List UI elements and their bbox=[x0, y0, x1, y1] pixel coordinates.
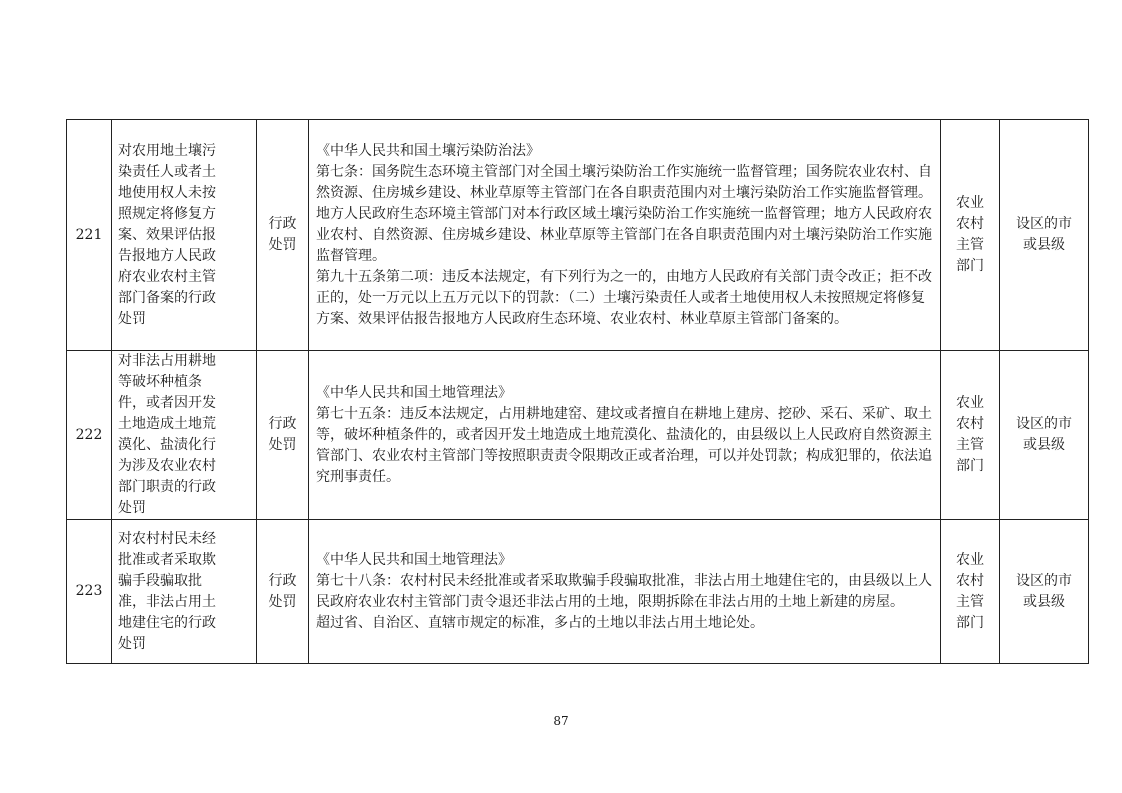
basis-paragraph: 《中华人民共和国土地管理法》 bbox=[316, 384, 512, 401]
exercise-level: 设区的市 或县级 bbox=[1000, 520, 1089, 664]
basis-paragraph: 地方人民政府生态环境主管部门对本行政区域土壤污染防治工作实施统一监督管理；地方人民政府农业农村、自然资源、住房城乡建设、林业草原等主管部门在各自职责范围内对土壤污染防治工作实施监督管理。 bbox=[316, 205, 932, 264]
exercise-level: 设区的市 或县级 bbox=[1000, 351, 1089, 520]
legal-basis bbox=[309, 520, 941, 664]
basis-paragraph: 《中华人民共和国土地管理法》 bbox=[316, 551, 512, 568]
exercise-level: 设区的市 或县级 bbox=[1000, 120, 1089, 351]
basis-paragraph: 《中华人民共和国土壤污染防治法》 bbox=[316, 142, 540, 159]
page-number: 87 bbox=[553, 714, 569, 728]
item-category: 行政 处罚 bbox=[257, 520, 309, 664]
row-number: 222 bbox=[67, 351, 112, 520]
item-category: 行政 处罚 bbox=[257, 351, 309, 520]
table-row bbox=[67, 520, 1089, 664]
basis-paragraph: 第九十五条第二项：违反本法规定，有下列行为之一的，由地方人民政府有关部门责令改正；拒不改正的，处一万元以上五万元以下的罚款：（二）土壤污染责任人或者土地使用权人未按照规定将修复方案、效果评估报告报地方人民政府生态环境、农业农村、林业草原主管部门备案的。 bbox=[316, 268, 932, 327]
implementing-department: 农业 农村 主管 部门 bbox=[941, 120, 1000, 351]
basis-paragraph: 超过省、自治区、直辖市规定的标准，多占的土地以非法占用土地论处。 bbox=[316, 614, 764, 631]
basis-paragraph: 第七十八条：农村村民未经批准或者采取欺骗手段骗取批准，非法占用土地建住宅的，由县级以上人民政府农业农村主管部门责令退还非法占用的土地，限期拆除在非法占用的土地上新建的房屋。 bbox=[316, 572, 932, 610]
row-number: 221 bbox=[67, 120, 112, 351]
item-name: 对农村村民未经 批准或者采取欺 骗手段骗取批 准，非法占用土 地建住宅的行政 处罚 bbox=[112, 520, 257, 664]
basis-paragraph: 第七条：国务院生态环境主管部门对全国土壤污染防治工作实施统一监督管理；国务院农业农村、自然资源、住房城乡建设、林业草原等主管部门在各自职责范围内对土壤污染防治工作实施监督管理。 bbox=[316, 163, 932, 201]
legal-basis bbox=[309, 351, 941, 520]
legal-basis bbox=[309, 120, 941, 351]
enforcement-table bbox=[66, 119, 1089, 664]
implementing-department: 农业 农村 主管 部门 bbox=[941, 351, 1000, 520]
item-category: 行政 处罚 bbox=[257, 120, 309, 351]
basis-paragraph: 第七十五条：违反本法规定，占用耕地建窑、建坟或者擅自在耕地上建房、挖砂、采石、采矿、取土等，破坏种植条件的，或者因开发土地造成土地荒漠化、盐渍化的，由县级以上人民政府自然资源主管部门、农业农村主管部门等按照职责责令限期改正或者治理，可以并处罚款；构成犯罪的，依法追究刑事责任。 bbox=[316, 405, 932, 485]
table-row bbox=[67, 351, 1089, 520]
item-name: 对农用地土壤污 染责任人或者土 地使用权人未按 照规定将修复方 案、效果评估报 告报地方人民政 府农业农村主管 部门备案的行政 处罚 bbox=[112, 120, 257, 351]
table-row bbox=[67, 120, 1089, 351]
item-name: 对非法占用耕地 等破坏种植条 件，或者因开发 土地造成土地荒 漠化、盐渍化行 为涉及农业农村 部门职责的行政 处罚 bbox=[112, 351, 257, 520]
row-number: 223 bbox=[67, 520, 112, 664]
implementing-department: 农业 农村 主管 部门 bbox=[941, 520, 1000, 664]
